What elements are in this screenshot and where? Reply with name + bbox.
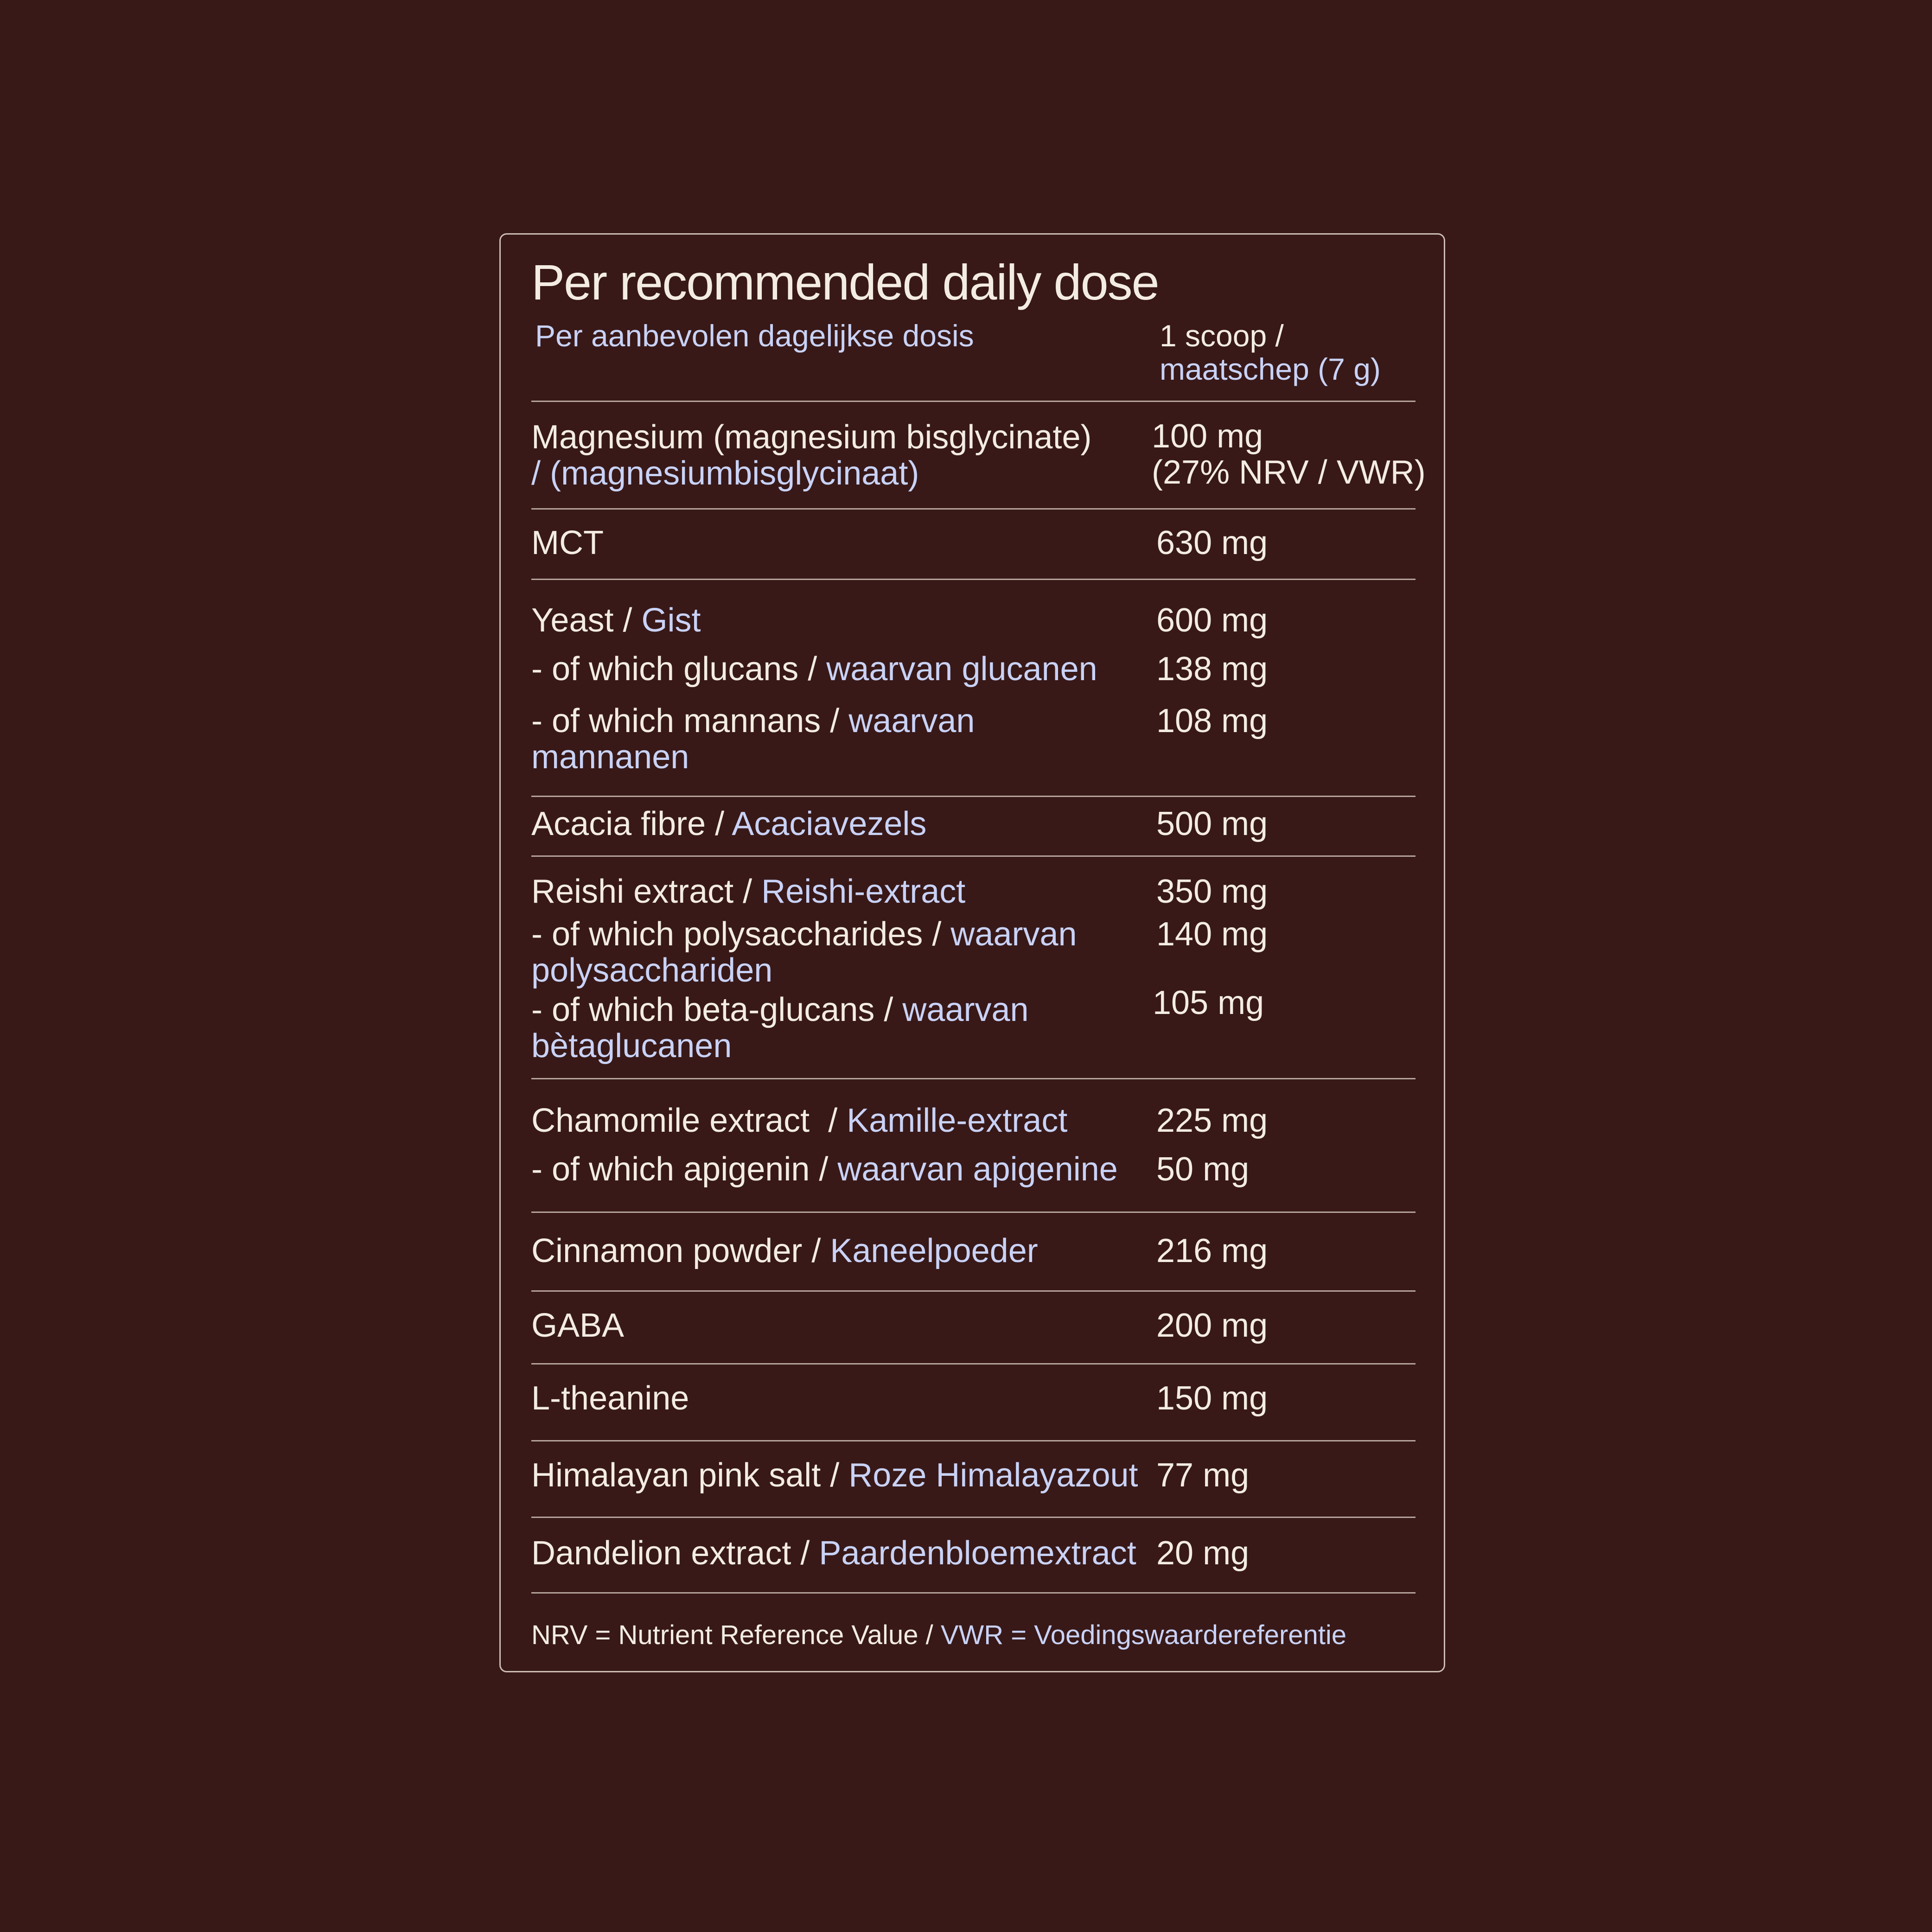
amount-mct: 630 mg bbox=[1156, 524, 1268, 561]
ingredient-yeast: Yeast / Gist bbox=[531, 602, 701, 639]
ingredient-name-en: Magnesium (magnesium bisglycinate) bbox=[531, 419, 1092, 456]
serving-size-en: 1 scoop / bbox=[1160, 319, 1284, 353]
ingredient-beta-glucans: - of which beta-glucans / waarvan bètaglucanen bbox=[531, 991, 1029, 1065]
ingredient-glucans: - of which glucans / waarvan glucanen bbox=[531, 650, 1097, 688]
ingredient-dandelion: Dandelion extract / Paardenbloemextract bbox=[531, 1535, 1136, 1572]
amount-mannans: 108 mg bbox=[1156, 702, 1268, 740]
divider bbox=[531, 1363, 1416, 1365]
amount-cinnamon: 216 mg bbox=[1156, 1232, 1268, 1269]
amount-dandelion: 20 mg bbox=[1156, 1535, 1250, 1572]
divider bbox=[531, 1290, 1416, 1292]
panel-title: Per recommended daily dose bbox=[531, 254, 1159, 310]
amount-acacia: 500 mg bbox=[1156, 805, 1268, 842]
ingredient-gaba: GABA bbox=[531, 1307, 625, 1344]
ingredient-acacia: Acacia fibre / Acaciavezels bbox=[531, 805, 927, 842]
ingredient-himalayan-salt: Himalayan pink salt / Roze Himalayazout bbox=[531, 1457, 1138, 1494]
ingredient-polysaccharides: - of which polysaccharides / waarvan polysacchariden bbox=[531, 916, 1077, 989]
amount-glucans: 138 mg bbox=[1156, 650, 1268, 688]
ingredient-name-nl: / (magnesiumbisglycinaat) bbox=[531, 455, 919, 492]
divider bbox=[531, 579, 1416, 580]
ingredient-apigenin: - of which apigenin / waarvan apigenine bbox=[531, 1151, 1118, 1188]
amount-magnesium bbox=[1152, 418, 1426, 491]
amount-beta-glucans: 105 mg bbox=[1153, 984, 1264, 1021]
amount-l-theanine: 150 mg bbox=[1156, 1380, 1268, 1417]
divider bbox=[531, 1592, 1416, 1594]
ingredient-cinnamon: Cinnamon powder / Kaneelpoeder bbox=[531, 1232, 1038, 1269]
divider bbox=[531, 1440, 1416, 1441]
divider bbox=[531, 1517, 1416, 1518]
divider bbox=[531, 1211, 1416, 1213]
amount-yeast: 600 mg bbox=[1156, 602, 1268, 639]
divider bbox=[531, 855, 1416, 857]
nutrition-panel bbox=[499, 233, 1445, 1672]
panel-subtitle: Per aanbevolen dagelijkse dosis bbox=[535, 319, 974, 353]
amount-himalayan-salt: 77 mg bbox=[1156, 1457, 1250, 1494]
divider bbox=[531, 401, 1416, 402]
amount-value: 100 mg bbox=[1152, 418, 1263, 455]
ingredient-l-theanine: L-theanine bbox=[531, 1380, 689, 1417]
serving-size-nl: maatschep (7 g) bbox=[1160, 352, 1381, 386]
ingredient-chamomile: Chamomile extract / Kamille-extract bbox=[531, 1102, 1068, 1139]
amount-gaba: 200 mg bbox=[1156, 1307, 1268, 1344]
divider bbox=[531, 796, 1416, 797]
amount-reishi: 350 mg bbox=[1156, 873, 1268, 910]
divider bbox=[531, 1078, 1416, 1079]
amount-nrv: (27% NRV / VWR) bbox=[1152, 454, 1426, 491]
ingredient-mannans: - of which mannans / waarvan mannanen bbox=[531, 702, 975, 776]
ingredient-magnesium bbox=[531, 419, 1092, 491]
amount-apigenin: 50 mg bbox=[1156, 1151, 1250, 1188]
footnote: NRV = Nutrient Reference Value / VWR = Voedingswaardereferentie bbox=[531, 1620, 1347, 1650]
amount-polysaccharides: 140 mg bbox=[1156, 916, 1268, 953]
divider bbox=[531, 508, 1416, 510]
ingredient-mct: MCT bbox=[531, 524, 604, 561]
amount-chamomile: 225 mg bbox=[1156, 1102, 1268, 1139]
ingredient-reishi: Reishi extract / Reishi-extract bbox=[531, 873, 966, 910]
